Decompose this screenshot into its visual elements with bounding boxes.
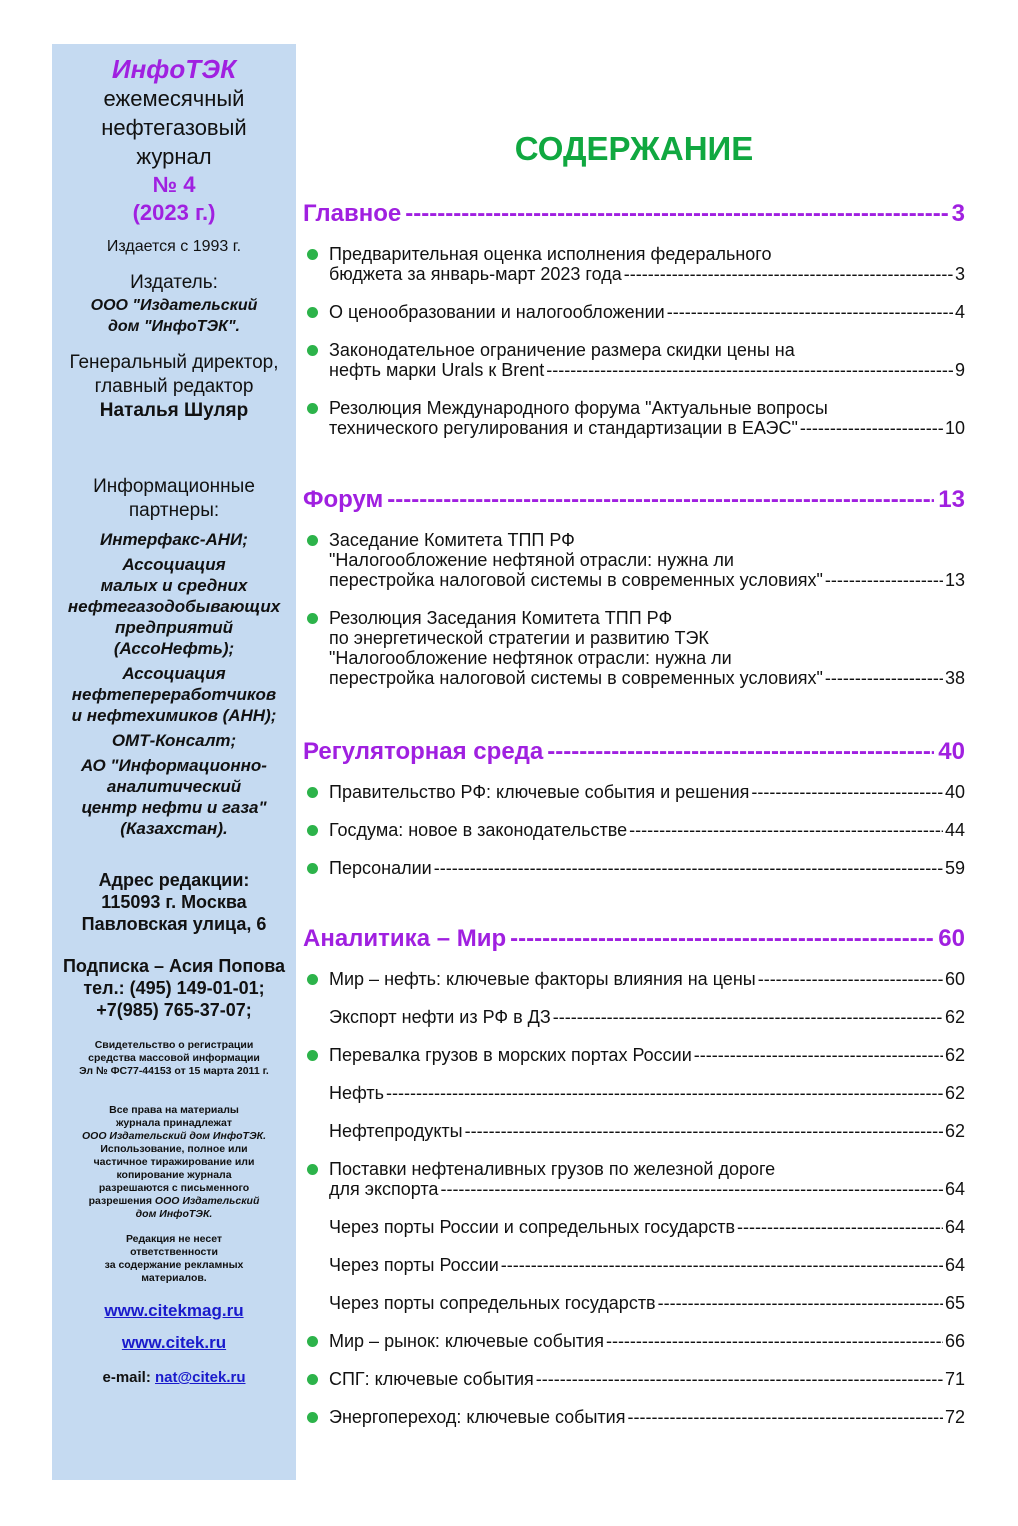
entry-title-line: Резолюция Заседания Комитета ТПП РФ [329,608,673,628]
bullet-icon [307,787,318,798]
bullet-icon [307,825,318,836]
dot-leader [536,1369,943,1389]
website-link-citekmag[interactable]: www.citekmag.ru [104,1301,244,1320]
entry-title-line: Перевалка грузов в морских портах России [329,1045,692,1065]
dot-leader [546,360,953,380]
rights-line: копирование журнала [116,1169,232,1181]
email-label: e-mail: [102,1369,156,1386]
toc-entry[interactable] [303,340,965,380]
director-title: главный редактор [94,376,254,397]
subscription-line: Подписка – Асия Попова [62,956,286,976]
partner-line: (Казахстан). [120,819,228,838]
toc-title: СОДЕРЖАНИЕ [514,130,754,167]
entry-title-line: Предварительная оценка исполнения федерального [329,244,772,264]
entry-page-number: 62 [944,1121,965,1141]
dot-leader [386,1083,943,1103]
dot-leader [553,1007,943,1027]
rights-line: дом ИнфоТЭК. [135,1208,213,1220]
dot-leader [629,820,943,840]
toc-entry[interactable] [303,1159,965,1199]
editorial-address [52,869,296,935]
bullet-icon [307,1412,318,1423]
toc-entry[interactable] [303,302,965,322]
toc-entry[interactable] [303,1007,965,1027]
partner-line: АО "Информационно- [81,756,267,775]
rights-line: журнала принадлежат [115,1117,232,1129]
bullet-icon [307,403,318,414]
partner-line: нефтегазодобывающих [67,597,281,616]
address-line: Адрес редакции: [98,870,250,890]
magazine-name: ИнфоТЭК [111,54,237,84]
section-page-number: 40 [938,738,965,765]
toc-section-heading[interactable] [303,738,965,770]
partner-item [52,755,296,839]
section-page-number: 60 [938,925,965,952]
entry-title-line: Мир – нефть: ключевые факторы влияния на цены [329,969,756,989]
entry-title-line: "Налогообложение нефтянок отрасли: нужна ли [329,648,732,668]
entry-page-number: 62 [944,1083,965,1103]
entry-title-line: Экспорт нефти из РФ в ДЗ [329,1007,551,1027]
dot-leader [667,302,953,322]
partner-line: нефтепереработчиков [71,685,277,704]
rights-line: разрешения [88,1195,155,1207]
bullet-icon [307,1374,318,1385]
dot-leader [434,858,943,878]
disclaimer-line: материалов. [141,1272,207,1284]
email-contact [52,1369,296,1386]
entry-page-number: 64 [944,1255,965,1275]
toc-entry[interactable] [303,608,965,688]
bullet-icon [307,535,318,546]
tagline-line: ежемесячный [103,86,245,111]
dot-leader [627,1407,942,1427]
rights-line: частичное тиражирование или [93,1156,255,1168]
director-title: Генеральный директор, [69,352,279,373]
toc-entry[interactable] [303,969,965,989]
issue-number: № 4 [152,172,196,197]
bullet-icon [307,613,318,624]
subscription-line: +7(985) 765-37-07; [96,1000,252,1020]
partners-label: Информационные [93,476,255,497]
entry-title-line: Поставки нефтеналивных грузов по железной дороге [329,1159,776,1179]
toc-section-heading[interactable] [303,486,965,518]
bullet-icon [307,974,318,985]
section-title: Главное [303,200,402,227]
entry-title-line: Мир – рынок: ключевые события [329,1331,604,1351]
entry-title-line: Правительство РФ: ключевые события и решения [329,782,750,802]
bullet-icon [307,1164,318,1175]
bullet-icon [307,249,318,260]
toc-entry[interactable] [303,1331,965,1351]
section-title: Форум [303,486,384,513]
disclaimer-line: ответственности [130,1246,218,1258]
director-name: Наталья Шуляр [99,400,249,421]
entry-page-number: 65 [944,1293,965,1313]
entry-title-line: по энергетической стратегии и развитию ТЭК [329,628,709,648]
section-page-number: 3 [951,200,965,227]
entry-page-number: 64 [944,1179,965,1199]
toc-section-heading[interactable] [303,200,965,232]
dot-leader [624,264,953,284]
tagline-line: нефтегазовый [101,115,247,140]
toc-entry[interactable] [303,530,965,590]
dot-leader [751,782,943,802]
bullet-icon [307,863,318,874]
certificate-line: Свидетельство о регистрации [94,1039,254,1051]
publisher-label: Издатель: [130,272,218,293]
entry-title-line: Персоналии [329,858,432,878]
partner-item [52,529,296,550]
partner-item [52,554,296,659]
entry-title-line: Энергопереход: ключевые события [329,1407,626,1427]
partner-item [52,730,296,751]
entry-title-line: Резолюция Международного форума "Актуальные вопросы [329,398,828,418]
dot-leader [758,969,943,989]
dot-leader [510,925,934,953]
toc-entry[interactable] [303,1083,965,1103]
toc-entry[interactable] [303,1121,965,1141]
entry-title-line: О ценообразовании и налогообложении [329,302,665,322]
entry-title-line: Заседание Комитета ТПП РФ [329,530,575,550]
sidebar [52,44,296,1480]
entry-page-number: 72 [944,1407,965,1427]
entry-title-line: Через порты России и сопредельных государств [329,1217,736,1237]
dot-leader [658,1293,943,1313]
subscription-line: тел.: (495) 149-01-01; [83,978,265,998]
dot-leader [825,668,943,688]
bullet-icon [307,307,318,318]
bullet-icon [307,1336,318,1347]
toc-entry[interactable] [303,1369,965,1389]
entry-page-number: 4 [954,302,965,322]
dot-leader [606,1331,943,1351]
entry-page-number: 64 [944,1217,965,1237]
publisher-name: ООО "Издательский [90,297,258,314]
rights-line: Все права на материалы [109,1104,239,1116]
entry-page-number: 3 [954,264,965,284]
entry-page-number: 9 [954,360,965,380]
partner-line: Ассоциация [122,555,226,574]
toc-section [303,738,965,878]
entry-title-line: перестройка налоговой системы в современных условиях" [329,668,823,688]
toc-section [303,925,965,1427]
toc-entry[interactable] [303,1217,965,1237]
entry-title-line: технического регулирования и стандартизации в ЕАЭС" [329,418,798,438]
partner-item [52,663,296,726]
dot-leader [737,1217,943,1237]
website-link-citek[interactable]: www.citek.ru [121,1333,227,1352]
address-line: 115093 г. Москва [101,892,247,912]
disclaimer-line: за содержание рекламных [104,1259,244,1271]
entry-page-number: 62 [944,1007,965,1027]
partner-line: предприятий [115,618,233,637]
dot-leader [465,1121,943,1141]
entry-page-number: 71 [944,1369,965,1389]
dot-leader [547,738,934,766]
entry-title-line: Госдума: новое в законодательстве [329,820,628,840]
entry-title-line: для экспорта [329,1179,439,1199]
certificate-line: Эл № ФС77-44153 от 15 марта 2011 г. [79,1065,269,1077]
partners-label: партнеры: [128,500,220,521]
toc-entry[interactable] [303,858,965,878]
toc-section-heading[interactable] [303,925,965,957]
partner-line: ОМТ-Консалт; [111,731,237,750]
dot-leader [387,486,934,514]
entry-title-line: нефть марки Urals к Brent [329,360,545,380]
entry-page-number: 10 [944,418,965,438]
section-title: Регуляторная среда [303,738,544,765]
entry-title-line: перестройка налоговой системы в современных условиях" [329,570,823,590]
toc-entry[interactable] [303,1045,965,1065]
registration-certificate [52,1039,296,1078]
partner-line: Ассоциация [122,664,226,683]
tagline-line: журнал [136,144,212,169]
rights-line: разрешаются с письменного [98,1182,250,1194]
entry-title-line: бюджета за январь-март 2023 года [329,264,622,284]
published-since: Издается с 1993 г. [106,238,242,255]
toc-entry[interactable] [303,1255,965,1275]
toc-entry[interactable] [303,398,965,438]
address-line: Павловская улица, 6 [81,914,267,934]
toc-section [303,200,965,438]
dot-leader [405,200,947,228]
disclaimer [52,1233,296,1285]
dot-leader [800,418,943,438]
entry-title-line: Законодательное ограничение размера скидки цены на [329,340,795,360]
entry-page-number: 62 [944,1045,965,1065]
bullet-icon [307,1050,318,1061]
section-title: Аналитика – Мир [303,925,507,952]
entry-title-line: СПГ: ключевые события [329,1369,534,1389]
entry-title-line: Через порты сопредельных государств [329,1293,656,1313]
rights-line: ООО Издательский дом ИнфоТЭК. [81,1130,266,1142]
dot-leader [825,570,943,590]
issue-year: (2023 г.) [132,200,216,225]
partner-line: (АссоНефть); [113,639,235,658]
rights-line: ООО Издательский [154,1195,260,1207]
entry-page-number: 66 [944,1331,965,1351]
email-link[interactable]: nat@citek.ru [155,1369,246,1386]
publisher-name: дом "ИнфоТЭК". [108,318,240,335]
dot-leader [694,1045,943,1065]
toc-entry[interactable] [303,782,965,802]
toc-entry[interactable] [303,1407,965,1427]
dot-leader [440,1179,943,1199]
toc-section [303,486,965,688]
toc-entry[interactable] [303,820,965,840]
dot-leader [501,1255,943,1275]
entry-title-line: "Налогообложение нефтяной отрасли: нужна ли [329,550,734,570]
entry-page-number: 40 [944,782,965,802]
entry-title-line: Нефтепродукты [329,1121,463,1141]
bullet-icon [307,345,318,356]
rights-notice [52,1104,296,1221]
partner-line: аналитический [106,777,242,796]
entry-page-number: 44 [944,820,965,840]
certificate-line: средства массовой информации [88,1052,260,1064]
toc-entry[interactable] [303,244,965,284]
entry-page-number: 60 [944,969,965,989]
disclaimer-line: Редакция не несет [125,1233,223,1245]
partner-line: центр нефти и газа" [81,798,267,817]
entry-title-line: Через порты России [329,1255,499,1275]
partner-line: Интерфакс-АНИ; [100,530,248,549]
entry-page-number: 38 [944,668,965,688]
partner-line: и нефтехимиков (АНН); [71,706,277,725]
subscription-contact [52,955,296,1021]
entry-title-line: Нефть [329,1083,385,1103]
section-page-number: 13 [938,486,965,513]
rights-line: Использование, полное или [100,1143,248,1155]
toc-entry[interactable] [303,1293,965,1313]
entry-page-number: 59 [944,858,965,878]
entry-page-number: 13 [944,570,965,590]
partner-line: малых и средних [100,576,248,595]
